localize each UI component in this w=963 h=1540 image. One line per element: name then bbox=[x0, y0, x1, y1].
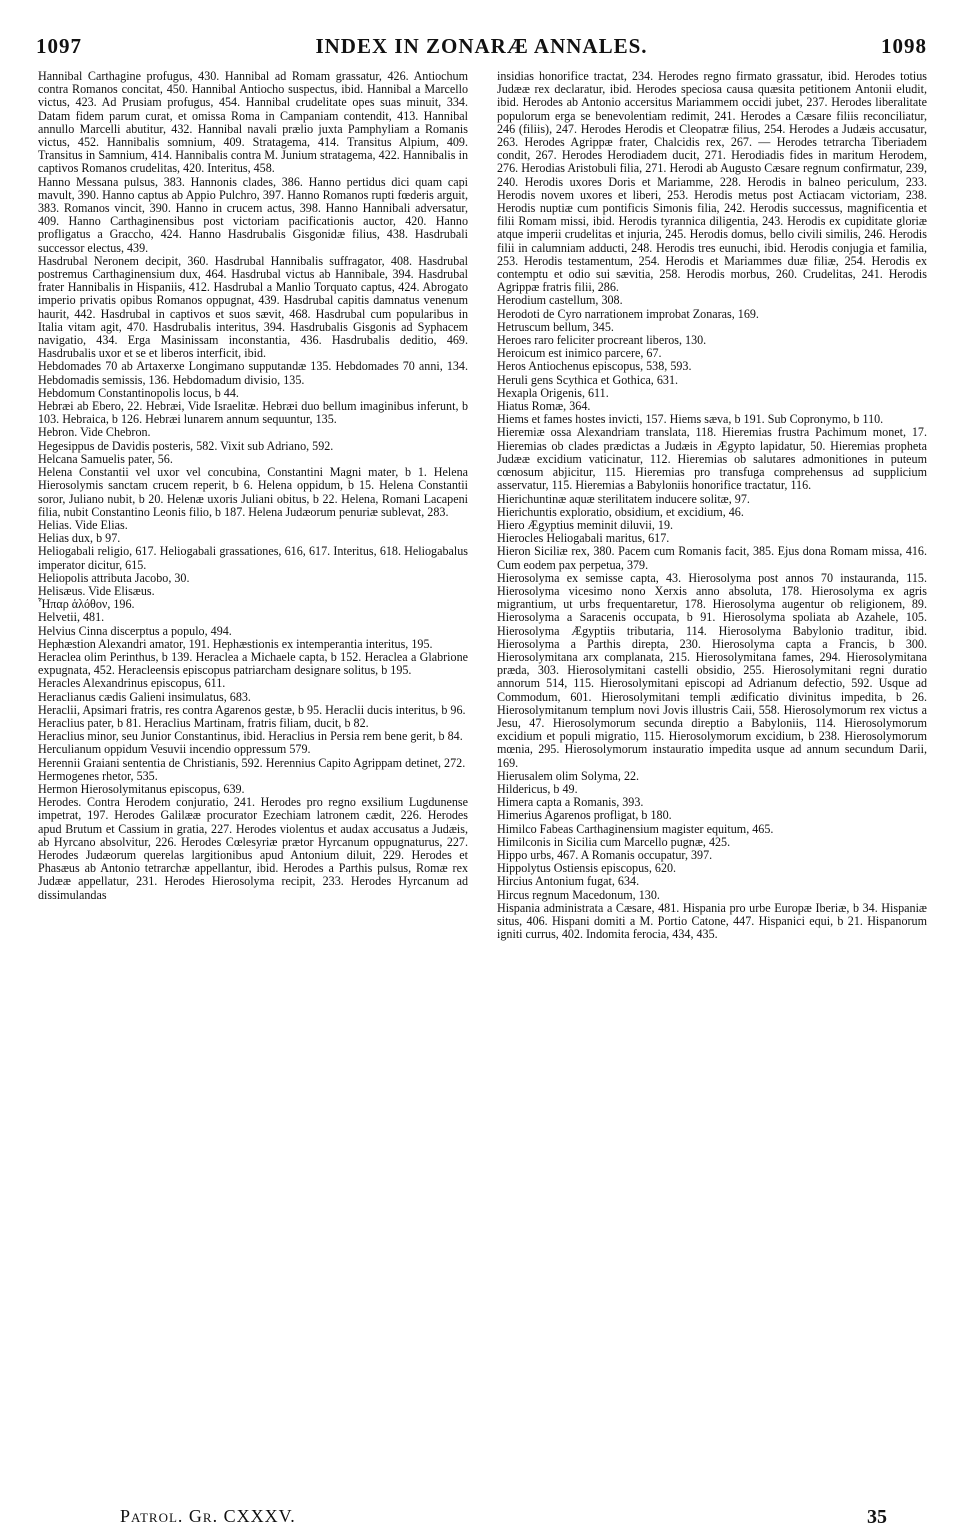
index-entry: Heliogabali religio, 617. Heliogabali grassationes, 616, 617. Interitus, 618. Heliogabalus imperator dicitur, 615. bbox=[38, 544, 468, 572]
index-entry: Hildericus, b 49. bbox=[497, 781, 578, 796]
index-entry: Hippolytus Ostiensis episcopus, 620. bbox=[497, 861, 677, 876]
index-entry: Himerius Agarenos profligat, b 180. bbox=[497, 808, 672, 823]
index-entry: Helena Constantii vel uxor vel concubina, Constantini Magni mater, b 1. Helena Hierosolymis sanctam crucem reperit, b 6. Helena oppidum, b 15. Helena Constantii soror, Juliano nubit, b 20. Helenæ uxoris Juliani obitus, b 22. Helena, Romani Lacapeni filia, nubit Constantino Leonis filio, b 187. Helena Judæorum penuriæ sublevat, 283. bbox=[38, 465, 468, 519]
index-entry: Hermon Hierosolymitanus episcopus, 639. bbox=[38, 781, 245, 796]
index-entry: Heraclius minor, seu Junior Constantinus, ibid. Heraclius in Persia rem bene gerit, b 84. bbox=[38, 729, 463, 744]
index-entry: Helias. Vide Elias. bbox=[38, 517, 128, 532]
index-entry: Ἧπαρ ἁλόθον, 196. bbox=[38, 597, 135, 612]
index-entry: insidias honorifice tractat, 234. Herodes regno firmato grassatur, ibid. Herodes totius Judææ rex declaratur, ibid. Herodes speciosa causa quæsita petitionem Antonii eludit, ibid. Herodes ab Antonio accersitus Mariammem occidi jubet, 237. Herodes liberalitate populorum erga se benevolentiam redimit, 241. Herodes a Cæsare filiis reconciliatur, 246 (filiis), 247. Herodes Herodis et Cleopatræ filius, 254. Herodes a Judæis accusatur, 263. Herodes Agrippæ frater, Chalcidis rex, 267. — Herodes tetrarcha Tiberiadem condit, 267. Herodes Herodiadem ducit, 271. Herodiadis fides in maritum Herodem, 276. Herodias Aristobuli filia, 271. Herodi ab Augusto Cæsare regnum confirmatur, 239, 240. Herodis uxores Doris et Mariamme, 228. Herodis in balneo periculum, 233. Herodis novem uxores et liberi, 253. Herodis metus post Actiacam victoriam, 238. Herodis nuptiæ cum pontificis Simonis filia, 242. Herodis successus, magnificentia et filii Romam missi, ibid. Herodis tyrannica diligentia, 243. Herodis ex cupiditate gloriæ atque imperii crudelitas et injuria, 245. Herodis domus, bello civili similis, 246. Herodis filii in calumniam adducti, 248. Herodis tres eunuchi, ibid. Herodis conjugia et familia, 253. Herodis testamentum, 254. Herodis et Mariammes duæ filiæ, 254. Herodis ex contemptu et odio sui sævitia, 258. Herodis morbus, 260. Crudelitas, 241. Herodis Agrippæ fratris filii, 286. bbox=[497, 69, 927, 295]
index-entry: Herodoti de Cyro narrationem improbat Zonaras, 169. bbox=[497, 306, 759, 321]
index-entry: Heracles Alexandrinus episcopus, 611. bbox=[38, 676, 226, 691]
index-entry: Helvetii, 481. bbox=[38, 610, 105, 625]
index-entry: Hircus regnum Macedonum, 130. bbox=[497, 887, 660, 902]
index-entry: Hiatus Romæ, 364. bbox=[497, 399, 591, 414]
left-column bbox=[38, 70, 468, 902]
right-column bbox=[497, 70, 927, 941]
index-entry: Hannibal Carthagine profugus, 430. Hannibal ad Romam grassatur, 426. Antiochum contra Romanos concitat, 450. Hannibal Antiocho suspectus, ibid. Hannibal a Marcello victus, 423. Ad Prusiam profugus, 454. Hannibal crudelitate opes suas minuit, 334. Datam fidem parum curat, et omissa Roma in Campaniam contendit, 413. Hannibal annullo Marcelli abutitur, 432. Hannibal navali prælio juxta Pamphyliam a Romanis victus, 452. Hannibalis somnium, 409. Stratagema, 414. Transitus Alpium, 409. Transitus in Samnium, 414. Hannibalis contra M. Junium stratagema, 422. Hannibalis in captivos Romanos crudelitas, 420. Interitus, 458. bbox=[38, 69, 468, 176]
index-entry: Hierusalem olim Solyma, 22. bbox=[497, 768, 640, 783]
index-entry: Himilconis in Sicilia cum Marcello pugnæ, 425. bbox=[497, 834, 731, 849]
index-entry: Heraclii, Apsimari fratris, res contra Agarenos gestæ, b 95. Heraclii ducis interitus, b 96. bbox=[38, 702, 466, 717]
index-entry: Herodium castellum, 308. bbox=[497, 293, 623, 308]
index-entry: Hexapla Origenis, 611. bbox=[497, 385, 609, 400]
index-entry: Herennii Graiani sententia de Christianis, 592. Herennius Capito Agrippam detinet, 272. bbox=[38, 755, 466, 770]
index-entry: Hierosolyma ex semisse capta, 43. Hierosolyma post annos 70 instauranda, 115. Hierosolyma vicesimo nono Xerxis anno absoluta, 178. Hierosolyma ex agris migrantium, ut urbs frequentaretur, 178. Hierosolyma augentur ob religionem, 89. Hierosolyma a Saracenis occupata, b 91. Hierosolyma spoliata ab Azahele, 105. Hierosolyma Ægyptiis tributaria, 114. Hierosolyma Babylonio traditur, ibid. Hierosolyma a Parthis direpta, 230. Hierosolyma capta a Francis, b 300. Hierosolymitana arx complanata, 215. Hierosolymitana fames, 294. Hierosolymitana præda, 303. Hierosolymitani castelli obsidio, 255. Hierosolymitani regni duratio annorum 514, 115. Hierosolymitani episcopi ad Adrianum defectio, 592. Usque ad Commodum, 601. Hierosolymitani templi ædificatio divinitus impedita, b 26. Hierosolymitanum templum novi Jovis illustris Caii, 558. Hierosolymorum rex victus a Jesu, 47. Hierosolymorum secunda direptio a Babyloniis, 114. Hierosolymorum excidium et populi migratio, 115. Hierosolymorum excidium, b 238. Hierosolymorum mœnia, 295. Hierosolymorum instauratio impedita usque ad annum secundum Darii, 169. bbox=[497, 570, 927, 770]
index-entry: Hermogenes rhetor, 535. bbox=[38, 768, 158, 783]
index-entry: Hierocles Heliogabali maritus, 617. bbox=[497, 531, 670, 546]
index-entry: Hierichuntinæ aquæ sterilitatem inducere solitæ, 97. bbox=[497, 491, 750, 506]
right-page-number: 1098 bbox=[881, 34, 927, 58]
left-page-number: 1097 bbox=[36, 34, 82, 58]
index-entry: Hiero Ægyptius meminit diluvii, 19. bbox=[497, 517, 674, 532]
running-header bbox=[36, 34, 927, 64]
index-entry: Hebdomum Constantinopolis locus, b 44. bbox=[38, 385, 239, 400]
running-title: INDEX IN ZONARÆ ANNALES. bbox=[315, 34, 648, 58]
index-entry: Herculianum oppidum Vesuvii incendio oppressum 579. bbox=[38, 742, 311, 757]
index-entry: Hephæstion Alexandri amator, 191. Hephæstionis ex intemperantia interitus, 195. bbox=[38, 636, 433, 651]
index-entry: Heraclea olim Perinthus, b 139. Heraclea a Michaele capta, b 152. Heraclea a Glabrione expugnata, 452. Heracleensis episcopus patriarcham designare solitus, b 195. bbox=[38, 649, 468, 678]
index-entry: Hieremiæ ossa Alexandriam translata, 118. Hieremias frustra Pachimum monet, 17. Hieremias ob clades prædictas a Judæis in Ægypto lapidatur, 50. Hieremias propheta Judææ excidium vaticinatur, 112. Hieremias ob salutares admonitiones in puteum cœnosum abjicitur, 115. Hieremias pro transfuga comprehensus ad supplicium asservatur, 115. Hieremias a Babyloniis honorifice tractatur, 116. bbox=[497, 425, 927, 493]
index-entry: Hispania administrata a Cæsare, 481. Hispania pro urbe Europæ Iberiæ, b 34. Hispaniæ situs, 406. Hispani domiti a M. Portio Catone, 447. Hispanici equi, b 21. Hispanorum igniti currus, 402. Indomita ferocia, 434, 435. bbox=[497, 900, 927, 942]
index-entry: Helcana Samuelis pater, 56. bbox=[38, 451, 173, 466]
index-entry: Heraclius pater, b 81. Heraclius Martinam, fratris filiam, ducit, b 82. bbox=[38, 715, 369, 730]
index-entry: Herodes. Contra Herodem conjuratio, 241. Herodes pro regno exsilium Lugdunense impetrat, 197. Herodes Galilææ procurator Ezechiam latronem cædit, 226. Herodes apud Brutum et Cassium in gratia, 227. Herodes violentus et audax accusatus a Judæis, ab Hyrcano absolvitur, 226. Herodes Cœlesyriæ prætor Hyrcanum oppugnaturus, 227. Herodes Judæorum querelas largitionibus apud Antonium diluit, 229. Herodes et Phasæus ab Antonio tetrarchæ appellantur, ibid. Herodes a Parthis pulsus, Romæ rex Judææ appellatur, 231. Herodes Hierosolyma recipit, 233. Herodes Hyrcanum ad dissimulandas bbox=[38, 795, 468, 902]
index-entry: Hegesippus de Davidis posteris, 582. Vixit sub Adriano, 592. bbox=[38, 438, 334, 453]
index-entry: Heros Antiochenus episcopus, 538, 593. bbox=[497, 359, 692, 374]
index-entry: Himera capta a Romanis, 393. bbox=[497, 795, 644, 810]
index-entry: Hippo urbs, 467. A Romanis occupatur, 397. bbox=[497, 847, 713, 862]
index-entry: Hebdomades 70 ab Artaxerxe Longimano supputandæ 135. Hebdomades 70 anni, 134. Hebdomadis semissis, 136. Hebdomadum divisio, 135. bbox=[38, 359, 468, 387]
index-entry: Hanno Messana pulsus, 383. Hannonis clades, 386. Hanno pertidus dici quam capi mavult, 390. Hanno captus ab Appio Pulchro, 397. Hanno Romanos rupti fœderis arguit, 383. Romanos vincit, 390. Hanno in crucem actus, 398. Hanno Hannibali adversatur, 409. Hanno Carthaginensibus post victoriam pacificationis auctor, 420. Hanno profligatus a Graccho, 424. Hanno Hasdrubalis Gisgonidæ filius, 438. Hasdrubali successor electus, 439. bbox=[38, 174, 468, 255]
index-entry: Heruli gens Scythica et Gothica, 631. bbox=[497, 372, 679, 387]
footer bbox=[36, 1506, 927, 1530]
index-entry: Helvius Cinna discerptus a populo, 494. bbox=[38, 623, 232, 638]
index-entry: Heroes raro feliciter procreant liberos, 130. bbox=[497, 333, 707, 348]
signature-mark: 35 bbox=[867, 1506, 887, 1528]
index-entry: Himilco Fabeas Carthaginensium magister equitum, 465. bbox=[497, 821, 774, 836]
index-entry: Hebron. Vide Chebron. bbox=[38, 425, 151, 440]
index-entry: Hircius Antonium fugat, 634. bbox=[497, 874, 640, 889]
index-entry: Hebræi ab Ebero, 22. Hebræi, Vide Israelitæ. Hebræi duo bellum imaginibus inferunt, b 103. Hebraica, b 126. Hebræi lunarem annum sequuntur, 135. bbox=[38, 399, 468, 427]
index-entry: Heroicum est inimico parcere, 67. bbox=[497, 346, 662, 361]
index-entry: Hetruscum bellum, 345. bbox=[497, 319, 614, 334]
footer-series: Patrol. Gr. CXXXV. bbox=[120, 1506, 296, 1526]
index-entry: Helias dux, b 97. bbox=[38, 531, 121, 546]
index-entry: Hierichuntis exploratio, obsidium, et excidium, 46. bbox=[497, 504, 744, 519]
index-entry: Hasdrubal Neronem decipit, 360. Hasdrubal Hannibalis suffragator, 408. Hasdrubal postremus Carthaginensium dux, 464. Hasdrubal victus ab Hannibale, 394. Hasdrubal frater Hannibalis in Hispaniis, 412. Hasdrubal a Manlio Torquato captus, 424. Abrogato imperio privatis opibus Romanos oppugnat, 439. Hasdrubal capitis damnatus venenum haurit, 442. Hasdrubal in captivos et suos sævit, 468. Hasdrubal cum popularibus in Italia vitam agit, 470. Hasdrubalis interitus, 394. Hasdrubalis Gisgonis ad Syphacem navigatio, 434. Erga Masinissam inconstantia, 436. Hasdrubalis deditio, 469. Hasdrubalis uxor et se et liberos interficit, ibid. bbox=[38, 253, 468, 361]
index-entry: Hiems et fames hostes invicti, 157. Hiems sæva, b 191. Sub Copronymo, b 110. bbox=[497, 412, 884, 427]
index-entry: Helisæus. Vide Elisæus. bbox=[38, 583, 155, 598]
index-entry: Hieron Siciliæ rex, 380. Pacem cum Romanis facit, 385. Ejus dona Romam missa, 416. Cum eodem pax perpetua, 379. bbox=[497, 544, 927, 572]
index-entry: Heraclianus cædis Galieni insimulatus, 683. bbox=[38, 689, 251, 704]
index-entry: Heliopolis attributa Jacobo, 30. bbox=[38, 570, 190, 585]
